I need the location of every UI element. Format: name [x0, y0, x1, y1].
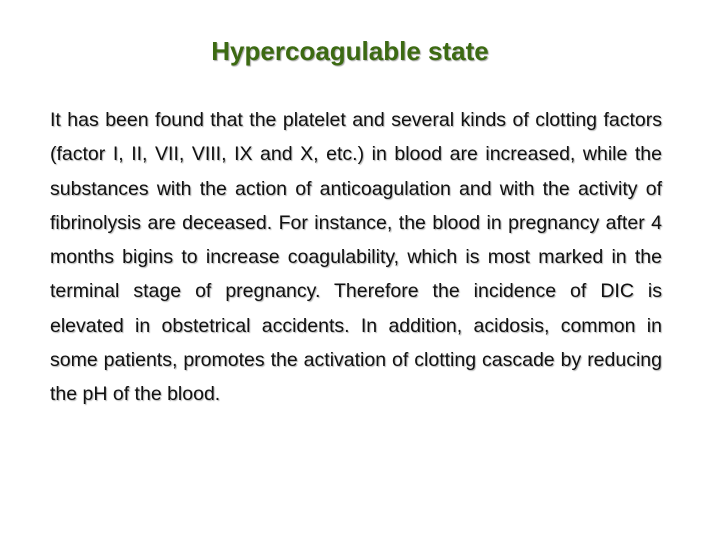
slide-body-paragraph: It has been found that the platelet and several kinds of clotting factors (factor I, II, VII, VIII, IX and X, etc.) in blood are increased, while the substances with the action of anticoagulation and with the activity of fibrinolysis are deceased. For instance, the blood in pregnancy after 4 months bigins to increase coagulability, which is most marked in the terminal stage of pregnancy. Therefore the incidence of DIC is elevated in obstetrical accidents. In addition, acidosis, common in some patients, promotes the activation of clotting cascade by reducing the pH of the blood. [50, 109, 662, 406]
slide-title: Hypercoagulable state [211, 36, 489, 66]
